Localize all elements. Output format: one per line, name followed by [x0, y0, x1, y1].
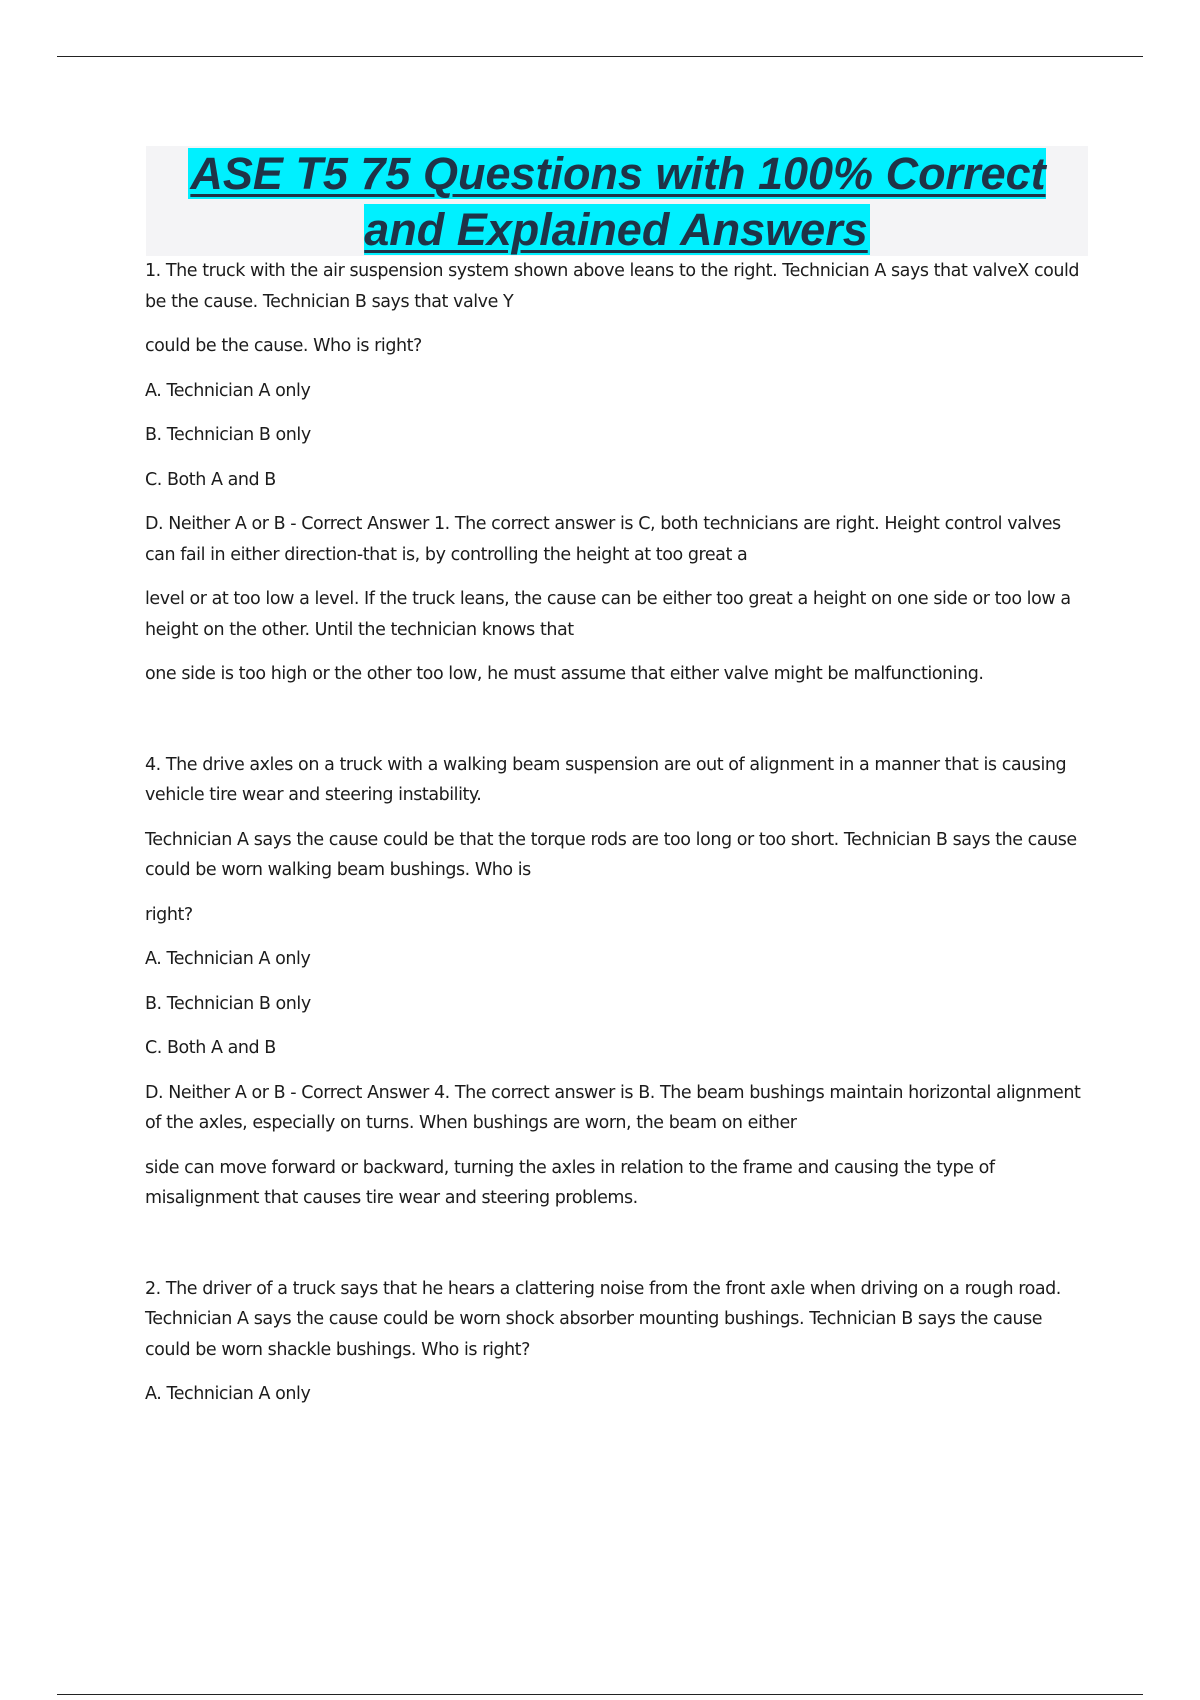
- question-1-option-b: B. Technician B only: [145, 425, 311, 445]
- document-title-text: ASE T5 75 Questions with 100% Correct and Explained Answers: [190, 148, 1046, 255]
- question-4-option-b: B. Technician B only: [145, 993, 311, 1014]
- question-1-explanation: level or at too low a level. If the truck leans, the cause can be either too great a height on one side or too low a height on the other. Until the technician knows that: [145, 589, 1071, 640]
- question-1-explanation-end: one side is too high or the other too low, he must assume that either valve might be malfunctioning.: [145, 664, 984, 684]
- question-4-stem-end: right?: [145, 904, 193, 925]
- title-banner: [146, 146, 1088, 256]
- question-4-explanation: side can move forward or backward, turning the axles in relation to the frame and causing the type of misalignment that causes tire wear and steering problems.: [145, 1157, 995, 1208]
- question-1-stem-continued: could be the cause. Who is right?: [145, 336, 422, 356]
- document-body: [145, 256, 1090, 1424]
- question-1-option-c: C. Both A and B: [145, 469, 276, 490]
- question-1-option-a: A. Technician A only: [145, 380, 311, 401]
- question-2-stem: 2. The driver of a truck says that he hears a clattering noise from the front axle when driving on a rough road. Technician A says the cause could be worn shock absorber mounting bushings. Technician B says the cause could be worn shackle bushings. Who is right?: [145, 1278, 1061, 1360]
- question-1-option-d-answer: D. Neither A or B - Correct Answer 1. The correct answer is C, both technicians are right. Height control valves can fail in either direction-that is, by controlling the height at too great a: [145, 514, 1061, 565]
- question-4-option-c: C. Both A and B: [145, 1038, 276, 1058]
- question-4-option-d-answer: D. Neither A or B - Correct Answer 4. The correct answer is B. The beam bushings maintain horizontal alignment of the axles, especially on turns. When bushings are worn, the beam on either: [145, 1082, 1081, 1133]
- question-4-stem: 4. The drive axles on a truck with a walking beam suspension are out of alignment in a manner that is causing vehicle tire wear and steering instability.: [145, 754, 1067, 805]
- question-2-option-a: A. Technician A only: [145, 1384, 311, 1404]
- question-4-stem-continued: Technician A says the cause could be that the torque rods are too long or too short. Technician B says the cause could be worn walking beam bushings. Who is: [145, 829, 1077, 880]
- top-divider: [57, 56, 1143, 57]
- bottom-divider: [57, 1694, 1143, 1695]
- document-title: [146, 146, 1088, 258]
- question-4-option-a: A. Technician A only: [145, 949, 311, 969]
- question-1-stem: 1. The truck with the air suspension system shown above leans to the right. Technician A says that valveX could be the cause. Technician B says that valve Y: [145, 261, 1080, 312]
